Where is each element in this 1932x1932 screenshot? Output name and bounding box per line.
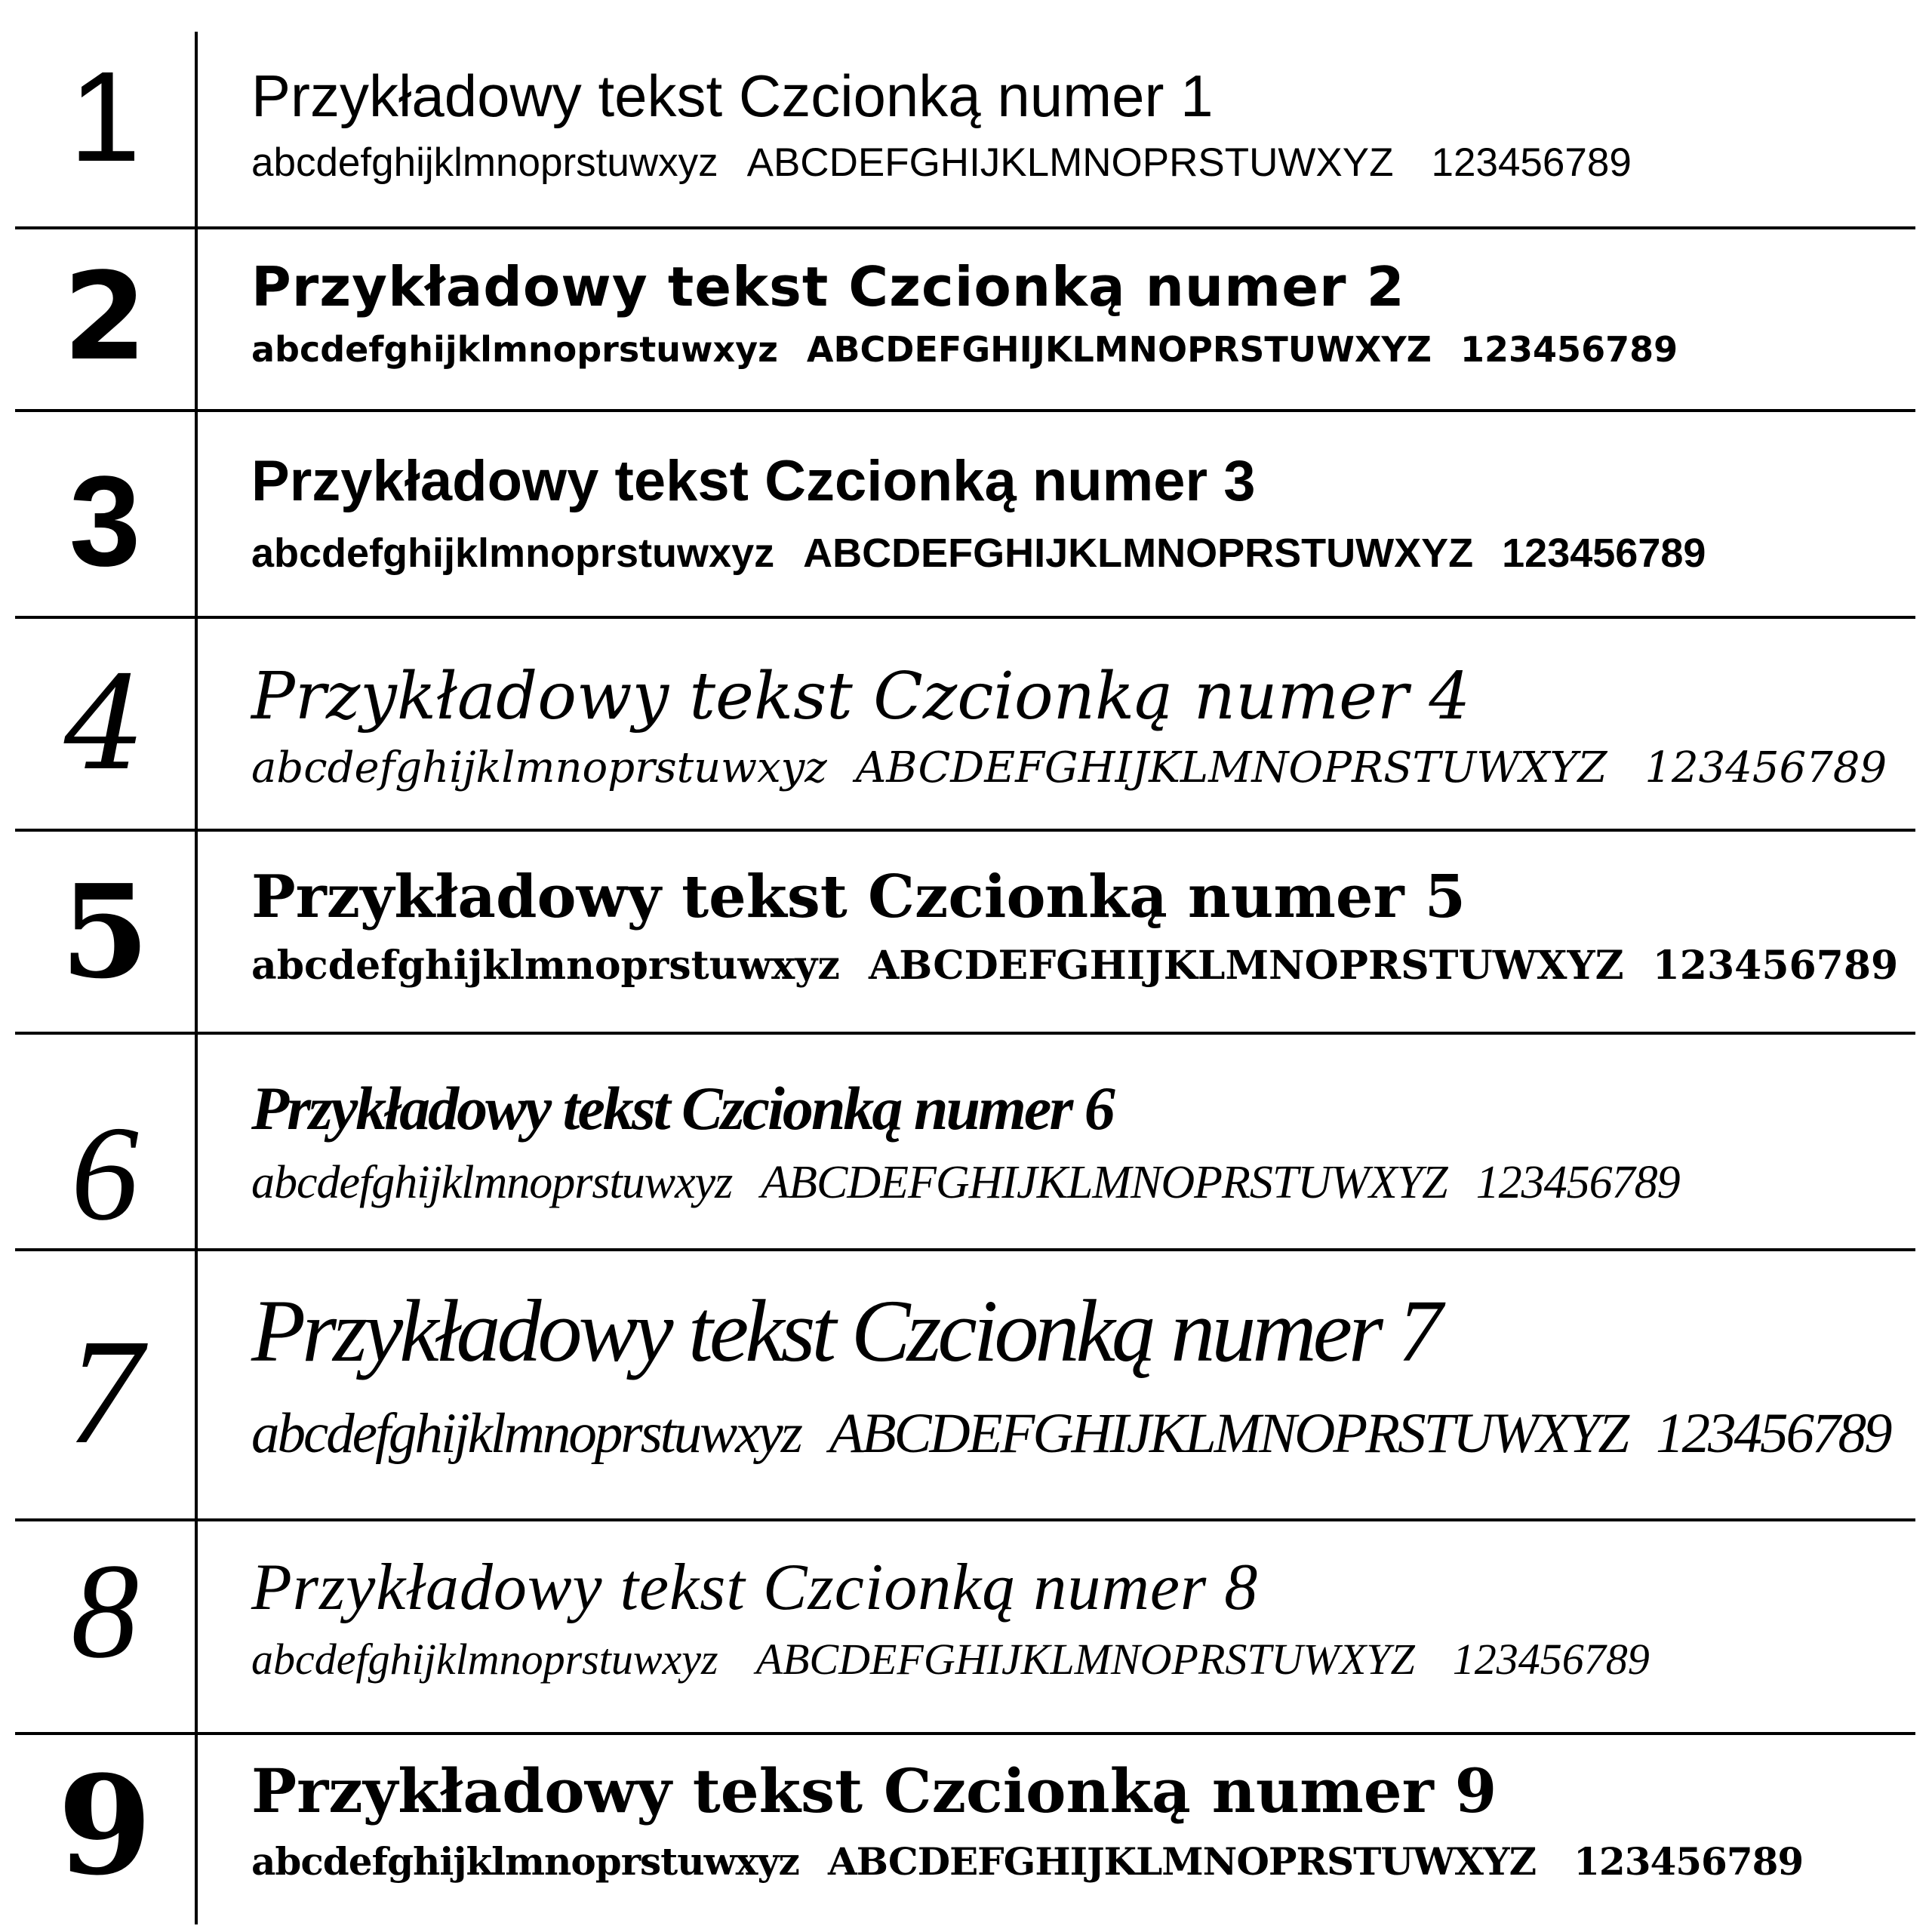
digits: 123456789 [1475, 1157, 1680, 1208]
digits: 123456789 [1460, 329, 1678, 370]
sample-text: Przykładowy tekst Czcionką numer 5 [251, 863, 1466, 931]
lowercase-alphabet: abcdefghijklmnoprstuwxyz [251, 329, 778, 370]
alphabet-line [251, 533, 1706, 574]
uppercase-alphabet: ABCDEFGHIJKLMNOPRSTUWXYZ [746, 140, 1394, 185]
font-number: 4 [63, 650, 146, 799]
lowercase-alphabet: abcdefghijklmnoprstuwxyz [251, 1402, 801, 1465]
lowercase-alphabet: abcdefghijklmnoprstuwxyz [251, 140, 718, 185]
uppercase-alphabet: ABCDEFGHIJKLMNOPRSTUWXYZ [868, 943, 1624, 989]
uppercase-alphabet: ABCDEFGHIJKLMNOPRSTUWXYZ [829, 1402, 1628, 1465]
sample-text: Przykładowy tekst Czcionką numer 8 [251, 1551, 1259, 1624]
digits: 123456789 [1452, 1635, 1650, 1684]
row-divider [15, 226, 1915, 229]
digits: 123456789 [1644, 743, 1887, 792]
sample-text: Przykładowy tekst Czcionką numer 6 [251, 1074, 1113, 1143]
row-divider [15, 1248, 1915, 1251]
sample-text: Przykładowy tekst Czcionką numer 2 [251, 255, 1405, 318]
sample-text: Przykładowy tekst Czcionką numer 9 [251, 1755, 1497, 1826]
row-divider [15, 1732, 1915, 1735]
row-divider [15, 616, 1915, 619]
font-number: 8 [71, 1536, 139, 1686]
alphabet-line [251, 1159, 1680, 1206]
sample-text: Przykładowy tekst Czcionką numer 1 [251, 63, 1214, 129]
font-number: 9 [57, 1746, 152, 1906]
alphabet-line [251, 1635, 1650, 1684]
sample-text: Przykładowy tekst Czcionką numer 4 [251, 659, 1471, 734]
alphabet-line [251, 943, 1899, 989]
sample-text: Przykładowy tekst Czcionką numer 3 [251, 449, 1256, 513]
uppercase-alphabet: ABCDEFGHIJKLMNOPRSTUWXYZ [806, 329, 1432, 370]
lowercase-alphabet: abcdefghijklmnoprstuwxyz [251, 1635, 718, 1684]
digits: 123456789 [1656, 1402, 1890, 1465]
lowercase-alphabet: abcdefghijklmnoprstuwxyz [251, 1157, 733, 1208]
uppercase-alphabet: ABCDEFGHIJKLMNOPRSTUWXYZ [761, 1157, 1447, 1208]
font-number: 6 [71, 1098, 139, 1248]
lowercase-alphabet: abcdefghijklmnoprstuwxyz [251, 1839, 799, 1884]
alphabet-line [251, 1839, 1804, 1884]
alphabet-line [251, 329, 1678, 370]
font-number: 1 [69, 45, 141, 189]
row-divider [15, 1032, 1915, 1035]
uppercase-alphabet: ABCDEFGHIJKLMNOPRSTUWXYZ [755, 1635, 1415, 1684]
digits: 123456789 [1652, 943, 1899, 989]
uppercase-alphabet: ABCDEFGHIJKLMNOPRSTUWXYZ [803, 531, 1474, 576]
font-number: 2 [63, 246, 147, 387]
uppercase-alphabet: ABCDEFGHIJKLMNOPRSTUWXYZ [827, 1839, 1537, 1884]
digits: 123456789 [1502, 531, 1706, 576]
uppercase-alphabet: ABCDEFGHIJKLMNOPRSTUWXYZ [855, 743, 1607, 792]
lowercase-alphabet: abcdefghijklmnoprstuwxyz [251, 531, 775, 576]
font-number: 7 [67, 1309, 143, 1475]
row-divider [15, 409, 1915, 412]
alphabet-line [251, 140, 1632, 185]
row-divider [15, 829, 1915, 832]
lowercase-alphabet: abcdefghijklmnoprstuwxyz [251, 943, 840, 989]
digits: 123456789 [1574, 1839, 1804, 1884]
font-number: 3 [69, 450, 141, 593]
row-divider [15, 1518, 1915, 1521]
sample-text: Przykładowy tekst Czcionką numer 7 [251, 1281, 1439, 1380]
alphabet-line [251, 1402, 1890, 1465]
column-divider [195, 32, 198, 1924]
font-number: 5 [60, 857, 150, 1008]
digits: 123456789 [1431, 140, 1632, 185]
alphabet-line [251, 743, 1887, 792]
lowercase-alphabet: abcdefghijklmnoprstuwxyz [251, 743, 827, 792]
